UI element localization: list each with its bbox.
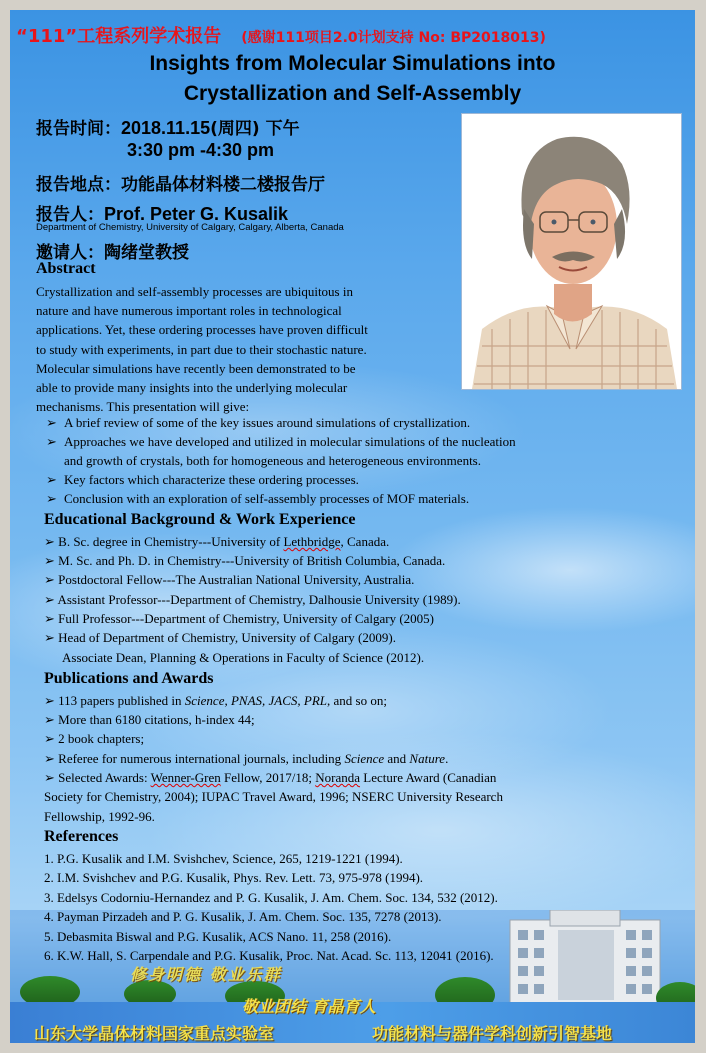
- arrow-bullet-icon: ➢: [44, 611, 59, 626]
- reference-item: 4. Payman Pirzadeh and P. G. Kusalik, J. Am. Chem. Soc. 135, 7278 (2013).: [44, 909, 442, 924]
- reference-item: 2. I.M. Svishchev and P.G. Kusalik, Phys. Rev. Lett. 73, 975-978 (1994).: [44, 870, 424, 885]
- speaker-name: Prof. Peter G. Kusalik: [104, 204, 289, 224]
- talk-title-line1: Insights from Molecular Simulations into: [149, 52, 556, 75]
- abstract-bullet: ➢ Key factors which characterize these ordering processes.: [46, 470, 359, 489]
- education-item: ➢ B. Sc. degree in Chemistry---University of Lethbridge, Canada.: [44, 534, 390, 549]
- arrow-bullet-icon: ➢: [44, 553, 59, 568]
- publication-item: ➢ Referee for numerous international journals, including Science and Nature.: [44, 751, 449, 766]
- reference-item: 3. Edelsys Codorniu-Hernandez and P. G. Kusalik, J. Am. Chem. Soc. 134, 532 (2012).: [44, 890, 498, 905]
- arrow-bullet-icon: ➢: [44, 731, 59, 746]
- arrow-bullet-icon: ➢: [44, 770, 59, 785]
- series-header: [16, 22, 546, 48]
- arrow-bullet-icon: ➢: [46, 491, 57, 506]
- arrow-bullet-icon: ➢: [46, 434, 57, 449]
- arrow-bullet-icon: ➢: [44, 751, 59, 766]
- abstract-heading: Abstract: [36, 260, 96, 277]
- lab-name-right: 功能材料与器件学科创新引智基地: [372, 1024, 613, 1043]
- education-item: ➢ Full Professor---Department of Chemistry, University of Calgary (2005): [44, 611, 434, 626]
- arrow-bullet-icon: ➢: [44, 630, 59, 645]
- arrow-bullet-icon: ➢: [46, 415, 57, 430]
- slogan-center: 敬业团结 育晶育人: [242, 997, 376, 1016]
- publication-item: ➢ 113 papers published in Science, PNAS, JACS, PRL, and so on;: [44, 693, 387, 708]
- references-heading: References: [44, 828, 119, 845]
- poster: [10, 10, 695, 1043]
- abstract-bullet-continued: and growth of crystals, both for homogeneous and heterogeneous environments.: [64, 453, 481, 468]
- host-label: 邀请人：: [36, 243, 104, 263]
- publications-heading: Publications and Awards: [44, 670, 214, 687]
- arrow-bullet-icon: ➢: [44, 592, 58, 607]
- reference-item: 6. K.W. Hall, S. Carpendale and P.G. Kusalik, Proc. Nat. Acad. Sc. 113, 12041 (2016).: [44, 948, 494, 963]
- education-heading: Educational Background & Work Experience: [44, 511, 356, 528]
- awards-line: Fellowship, 1992-96.: [44, 809, 155, 824]
- talk-title-line2: Crystallization and Self-Assembly: [183, 82, 522, 105]
- speaker-photo: [461, 113, 682, 390]
- slogan-left: 修身明德 敬业乐群: [130, 965, 282, 984]
- education-item: ➢ Head of Department of Chemistry, University of Calgary (2009).: [44, 630, 396, 645]
- arrow-bullet-icon: ➢: [44, 534, 59, 549]
- reference-item: 5. Debasmita Biswal and P.G. Kusalik, ACS Nano. 11, 258 (2016).: [44, 929, 392, 944]
- lab-name-left: 山东大学晶体材料国家重点实验室: [34, 1024, 275, 1043]
- abstract-bullet: ➢ Approaches we have developed and utilized in molecular simulations of the nucleation: [46, 432, 516, 451]
- abstract-bullet: ➢ Conclusion with an exploration of self-assembly processes of MOF materials.: [46, 489, 469, 508]
- arrow-bullet-icon: ➢: [46, 472, 57, 487]
- education-extra: Associate Dean, Planning & Operations in Faculty of Science (2012).: [62, 650, 425, 665]
- location-row: [36, 170, 325, 195]
- weekday: (周四) 下午: [210, 119, 300, 139]
- awards-line: ➢ Selected Awards: Wenner-Gren Fellow, 2017/18; Noranda Lecture Award (Canadian: [44, 770, 497, 785]
- location: 功能晶体材料楼二楼报告厅: [121, 175, 325, 195]
- time-range: 3:30 pm -4:30 pm: [127, 140, 275, 160]
- education-item: ➢ M. Sc. and Ph. D. in Chemistry---University of British Columbia, Canada.: [44, 553, 446, 568]
- reference-item: 1. P.G. Kusalik and I.M. Svishchev, Science, 265, 1219-1221 (1994).: [44, 851, 403, 866]
- education-item: ➢ Assistant Professor---Department of Chemistry, Dalhousie University (1989).: [44, 592, 461, 607]
- host-name: 陶绪堂教授: [104, 243, 189, 263]
- publication-item: ➢ 2 book chapters;: [44, 731, 145, 746]
- speaker-department: Department of Chemistry, University of Calgary, Calgary, Alberta, Canada: [36, 222, 344, 233]
- time-label: 报告时间：: [36, 119, 121, 139]
- arrow-bullet-icon: ➢: [44, 572, 59, 587]
- time-row: [36, 114, 300, 139]
- speaker-label: 报告人：: [36, 205, 104, 225]
- funding-note: (感谢111项目2.0计划支持 No: BP2018013): [241, 30, 546, 46]
- abstract-bullet: ➢ A brief review of some of the key issues around simulations of crystallization.: [46, 413, 470, 432]
- publication-item: ➢ More than 6180 citations, h-index 44;: [44, 712, 255, 727]
- arrow-bullet-icon: ➢: [44, 693, 59, 708]
- abstract-text: Crystallization and self-assembly processes are ubiquitous in nature and have numerous important roles in technological applications. Yet, these ordering processes have proven difficult to study with experiments, in part due to their stochastic nature. Molecular simulations have recently been demonstrated to be able to provide many insights into the underlying molecular mechanisms. This presentation will give:: [36, 284, 368, 415]
- date: 2018.11.15: [121, 118, 211, 138]
- education-item: ➢ Postdoctoral Fellow---The Australian National University, Australia.: [44, 572, 415, 587]
- arrow-bullet-icon: ➢: [44, 712, 59, 727]
- location-label: 报告地点：: [36, 175, 121, 195]
- speaker-portrait-illustration: [462, 114, 681, 389]
- series-title: “111”工程系列学术报告: [16, 26, 222, 47]
- awards-line: Society for Chemistry, 2004); IUPAC Travel Award, 1996; NSERC University Research: [44, 789, 503, 804]
